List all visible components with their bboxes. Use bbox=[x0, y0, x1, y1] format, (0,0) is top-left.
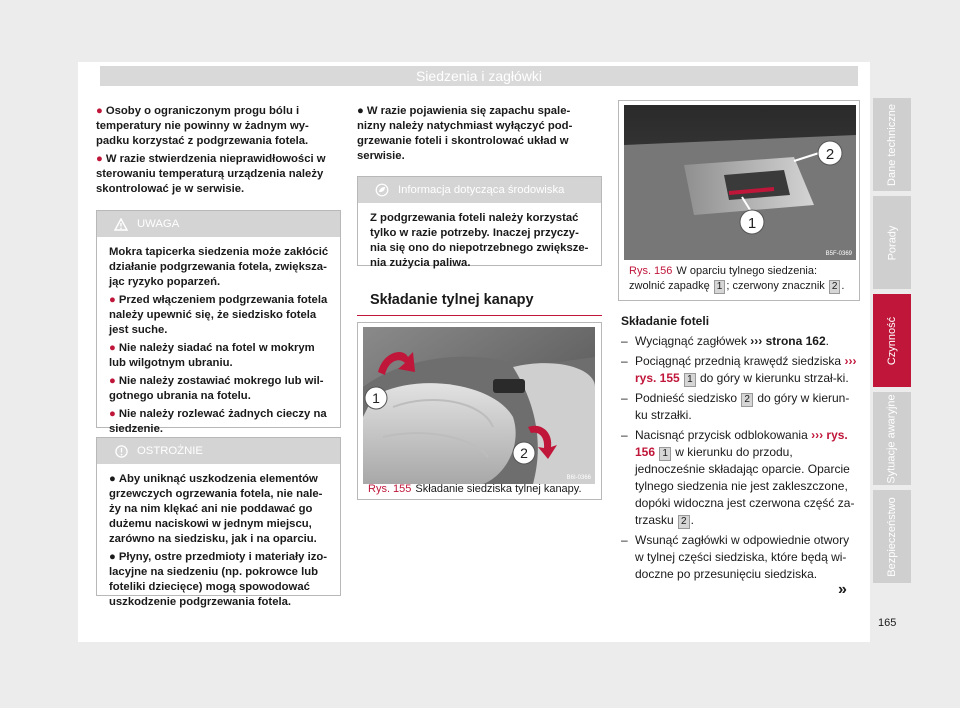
figure-caption: Rys. 155 Składanie siedziska tylnej kanapy. bbox=[368, 483, 582, 495]
section-divider bbox=[357, 315, 602, 316]
warning-header: UWAGA bbox=[97, 211, 340, 237]
caution-bullet: ● Płyny, ostre przedmioty i materiały izo-lacyjne na siedzeniu (np. pokrowce lub foteliki dziecięce) mogą spowodować uszkodzenie podgrzewania fotela. bbox=[109, 551, 328, 608]
figure-label-1: 1 bbox=[747, 215, 757, 232]
leaf-icon bbox=[374, 182, 390, 198]
caution-box bbox=[96, 437, 341, 608]
warning-box bbox=[96, 210, 341, 435]
tab-porady[interactable]: Porady bbox=[873, 196, 911, 289]
figure-code: B6I-0366 bbox=[566, 475, 591, 481]
warning-bullet: ● Przed włączeniem podgrzewania fotela należy upewnić się, że siedzisko fotela jest suche. bbox=[109, 294, 328, 336]
caution-bullet: ● Aby uniknąć uszkodzenia elementów grzewczych ogrzewania fotela, nie nale-ży na nim klękać ani nie poddawać go dużemu naciskowi w jednym miejscu, zarówno na siedzisku, jak i na oparciu. bbox=[109, 473, 323, 545]
warning-icon bbox=[113, 216, 129, 232]
warning-intro: Mokra tapicerka siedzenia może zakłócić działanie podgrzewania fotela, zwiększa-jąc ryzyko poparzeń. bbox=[109, 246, 329, 288]
steps-title: Składanie foteli bbox=[621, 314, 710, 328]
figure-155 bbox=[357, 322, 602, 500]
figure-code: B5F-0369 bbox=[825, 251, 852, 257]
continued-marker: » bbox=[838, 581, 847, 598]
bullet-item: ● Osoby o ograniczonym progu bólu i temperatury nie powinny w żadnym wy-padku korzystać z podgrzewania fotela. bbox=[96, 105, 309, 147]
caution-icon bbox=[113, 443, 129, 459]
page-header: Siedzenia i zagłówki bbox=[100, 66, 858, 86]
seat-illustration bbox=[363, 327, 595, 484]
tab-czynnosc[interactable]: Czynność bbox=[873, 294, 911, 387]
figure-label-2: 2 bbox=[520, 445, 528, 461]
mid-bullet: ● W razie pojawienia się zapachu spale-nizny należy natychmiast wyłączyć pod-grzewanie foteli i skontrolować układ w serwisie. bbox=[357, 105, 573, 162]
backrest-illustration bbox=[624, 105, 856, 260]
step-item: – Nacisnąć przycisk odblokowania ››› rys. 156 1 w kierunku do przodu, jednocześnie składając oparcie. Oparcie tylnego siedzenia nie jest zakleszczone, dopóki widoczna jest czerwona część za-trzasku 2 . bbox=[621, 428, 855, 527]
figure-156 bbox=[618, 100, 860, 301]
tab-bezpieczenstwo[interactable]: Bezpieczeństwo bbox=[873, 490, 911, 583]
environment-header: Informacja dotycząca środowiska bbox=[358, 177, 601, 203]
step-item: – Wyciągnąć zagłówek ››› strona 162. bbox=[621, 334, 829, 348]
tab-sytuacje-awaryjne[interactable]: Sytuacje awaryjne bbox=[873, 392, 911, 485]
caution-header: OSTROŻNIE bbox=[97, 438, 340, 464]
figure-label-1: 1 bbox=[372, 390, 380, 406]
environment-text: Z podgrzewania foteli należy korzystać tylko w razie potrzeby. Inaczej przyczy-nia się ono do niepotrzebnego zwiększe-nia zużycia paliwa. bbox=[370, 212, 589, 269]
warning-bullet: ● Nie należy siadać na fotel w mokrym lub wilgotnym ubraniu. bbox=[109, 342, 315, 369]
bullet-item: ● W razie stwierdzenia nieprawidłowości w sterowaniu temperaturą urządzenia należy skontrolować je w serwisie. bbox=[96, 153, 326, 195]
tab-dane-techniczne[interactable]: Dane techniczne bbox=[873, 98, 911, 191]
environment-box bbox=[357, 176, 602, 269]
section-title: Składanie tylnej kanapy bbox=[370, 292, 534, 308]
step-item: – Wsunąć zagłówki w odpowiednie otwory w tylnej części siedziska, które będą wi-doczne po przesunięciu siedziska. bbox=[621, 533, 850, 581]
step-item: – Podnieść siedzisko 2 do góry w kierun-ku strzałki. bbox=[621, 391, 850, 422]
warning-bullet: ● Nie należy rozlewać żadnych cieczy na siedzenie. bbox=[109, 408, 327, 435]
page-number: 165 bbox=[878, 617, 897, 629]
xref-link[interactable]: ››› rys. 155 bbox=[635, 354, 857, 385]
left-bullets bbox=[96, 104, 336, 200]
figure-label-2: 2 bbox=[825, 146, 835, 163]
warning-bullet: ● Nie należy zostawiać mokrego lub wil-gotnego ubrania na fotelu. bbox=[109, 375, 324, 402]
step-item: – Pociągnąć przednią krawędź siedziska ››› rys. 155 1 do góry w kierunku strzał-ki. bbox=[621, 354, 857, 385]
xref-link[interactable]: ››› strona 162 bbox=[750, 334, 826, 348]
figure-caption: Rys. 156 W oparciu tylnego siedzenia: zwolnić zapadkę 1 ; czerwony znacznik 2 . bbox=[629, 265, 845, 292]
steps-list bbox=[621, 313, 861, 586]
xref-link[interactable]: ››› rys. 156 bbox=[635, 428, 848, 459]
